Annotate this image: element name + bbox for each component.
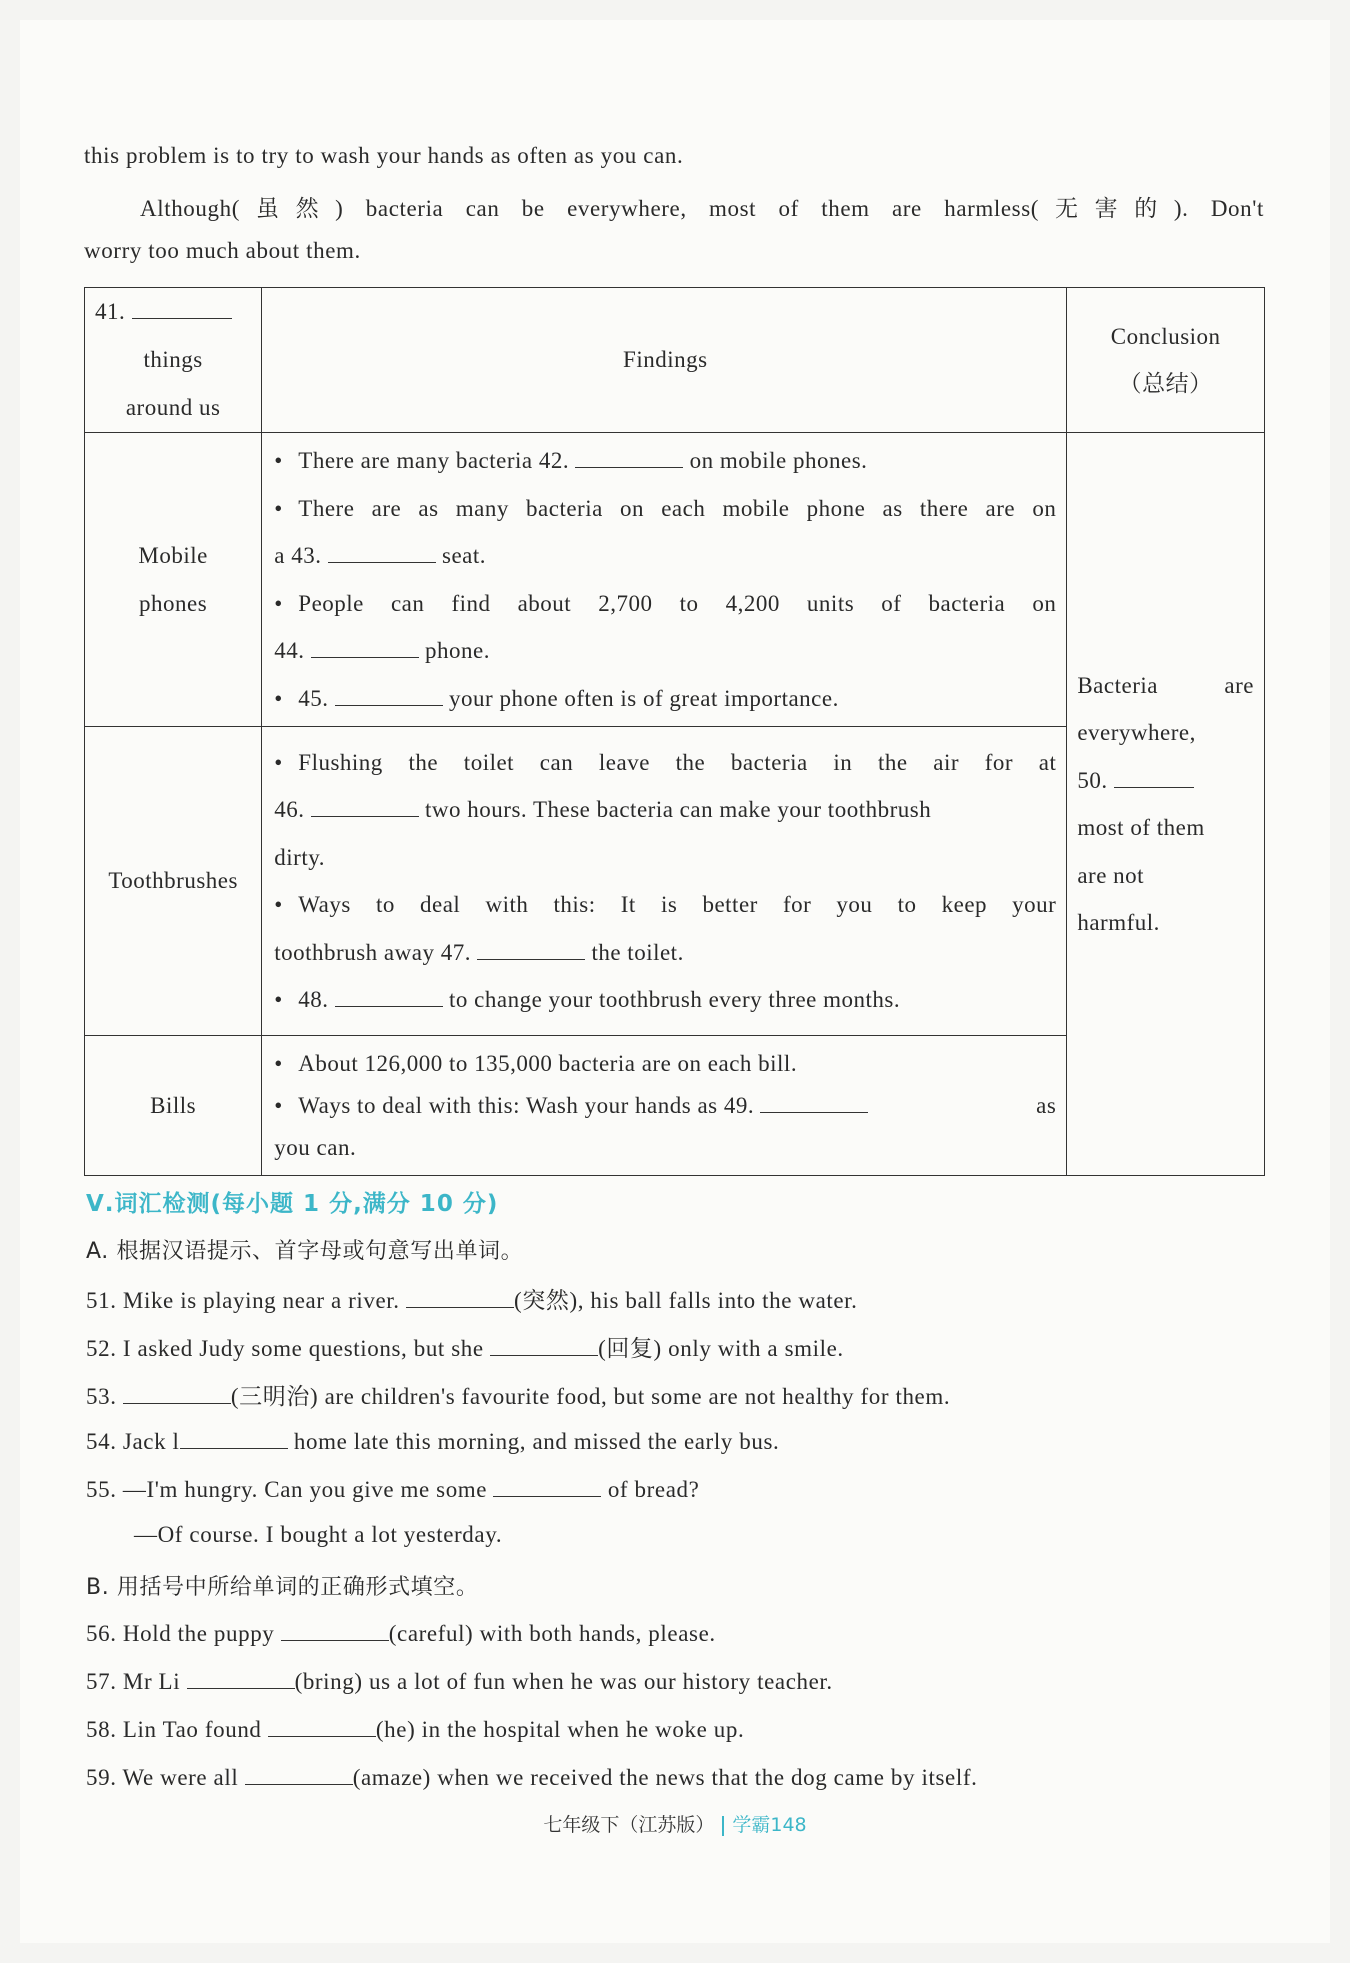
conclusion-cell [1067,433,1265,1176]
q44-blank[interactable] [311,635,419,658]
finding-q46-line2: 46. two hours. These bacteria can make your toothbrush [274,786,1056,834]
q58-blank[interactable] [268,1714,376,1737]
finding-q48: • 48. to change your toothbrush every three months. [274,976,1056,1024]
bills-findings-cell [262,1036,1067,1176]
q51-blank[interactable] [406,1285,514,1308]
header-findings-label: Findings [623,347,708,373]
q46-blank[interactable] [311,794,419,817]
section-title: Ⅴ.词汇检测(每小题 1 分,满分 10 分) [86,1191,499,1217]
header-around-us-label: around us [125,395,221,420]
toothbrushes-label: Toothbrushes [108,868,238,893]
footer-brand: 学霸 [732,1814,771,1836]
finding-q45: • 45. your phone often is of great importance. [274,675,1056,723]
toothbrushes-label-cell [85,727,262,1036]
q43-blank[interactable] [328,540,436,563]
mobile-findings-cell [262,433,1067,727]
question-51: 51. Mike is playing near a river. (突然), his ball falls into the water. [86,1282,858,1315]
q54-blank[interactable] [180,1426,288,1449]
finding-q46-line3: dirty. [274,844,325,870]
toothbrushes-findings-cell [262,727,1067,1036]
q45-blank[interactable] [335,683,443,706]
question-54: 54. Jack l home late this morning, and missed the early bus. [86,1426,779,1455]
header-conclusion-label: Conclusion [1110,323,1221,349]
header-conclusion-cell [1067,288,1265,433]
q50-blank[interactable] [1114,765,1194,788]
footer-page-number: 148 [770,1814,807,1836]
part-b-instruction: B. 用括号中所给单词的正确形式填空。 [86,1575,479,1600]
finding-q44-line2: 44. phone. [274,627,1056,675]
question-55-reply: —Of course. I bought a lot yesterday. [134,1522,503,1547]
q42-blank[interactable] [575,445,683,468]
q47-blank[interactable] [477,937,585,960]
finding-q44-line1: • People can find about 2,700 to 4,200 units of bacteria on [274,590,1057,616]
header-things-label: things [143,347,203,372]
q57-blank[interactable] [187,1666,295,1689]
footer-book-title: 七年级下（江苏版） [543,1814,715,1836]
mobile-phones-label-cell [85,433,262,727]
finding-q43-line2: a 43. seat. [274,532,1056,580]
finding-q42: • There are many bacteria 42. on mobile phones. [274,437,1056,485]
q49-blank[interactable] [760,1090,868,1113]
question-59: 59. We were all (amaze) when we received the news that the dog came by itself. [86,1762,977,1791]
question-58: 58. Lin Tao found (he) in the hospital when he woke up. [86,1714,744,1743]
q59-blank[interactable] [245,1762,353,1785]
passage-line-1: this problem is to try to wash your hands as often as you can. [84,143,684,168]
q56-blank[interactable] [281,1618,389,1641]
mobile-label-1: Mobile [138,542,208,568]
q55-blank[interactable] [493,1474,601,1497]
passage-line-2: Although(虽然) bacteria can be everywhere, most of them are harmless(无害的). Don't [140,196,1264,221]
q48-blank[interactable] [335,984,443,1007]
q41-blank[interactable] [132,296,232,319]
question-55: 55. —I'm hungry. Can you give me some of bread? [86,1474,699,1503]
table-header-row [85,288,1265,433]
finding-q46-line1: • Flushing the toilet can leave the bacteria in the air for at [274,749,1057,775]
footer-separator [722,1816,724,1836]
conclusion-line-5: are not [1077,862,1145,888]
finding-q47-line2: toothbrush away 47. the toilet. [274,929,1056,977]
conclusion-q50: 50. [1077,757,1254,805]
findings-table [84,287,1265,1176]
page-footer [0,1810,1350,1837]
finding-q49-line2: you can. [274,1134,357,1160]
finding-q49-line1: • Ways to deal with this: Wash your hands as 49. as [274,1085,1056,1127]
finding-q47-line1: • Ways to deal with this: It is better for you to keep your [274,892,1057,917]
q52-blank[interactable] [490,1333,598,1356]
conclusion-line-2: everywhere, [1077,720,1196,745]
question-52: 52. I asked Judy some questions, but she (回复) only with a smile. [86,1330,844,1363]
finding-q43-line1: • There are as many bacteria on each mobile phone as there are on [274,495,1057,521]
header-findings-cell [262,288,1067,433]
passage-line-3: worry too much about them. [84,238,361,263]
conclusion-line-6: harmful. [1077,910,1160,935]
conclusion-line-1: Bacteria are [1077,672,1254,698]
q53-blank[interactable] [123,1381,231,1404]
q41-number: 41. [95,299,126,324]
finding-bills-count: • About 126,000 to 135,000 bacteria are on each bill. [274,1050,798,1076]
bills-label-cell [85,1036,262,1176]
question-56: 56. Hold the puppy (careful) with both hands, please. [86,1618,716,1647]
table-row-mobile [85,433,1265,727]
bills-label: Bills [150,1092,197,1118]
question-57: 57. Mr Li (bring) us a lot of fun when he was our history teacher. [86,1666,833,1695]
part-a-instruction: A. 根据汉语提示、首字母或句意写出单词。 [86,1239,524,1264]
header-things-cell [85,288,262,433]
header-conclusion-cn-label: （总结） [1118,371,1213,396]
question-53: 53. (三明治) are children's favourite food, but some are not healthy for them. [86,1378,950,1411]
mobile-label-2: phones [139,590,208,616]
conclusion-line-4: most of them [1077,815,1205,840]
